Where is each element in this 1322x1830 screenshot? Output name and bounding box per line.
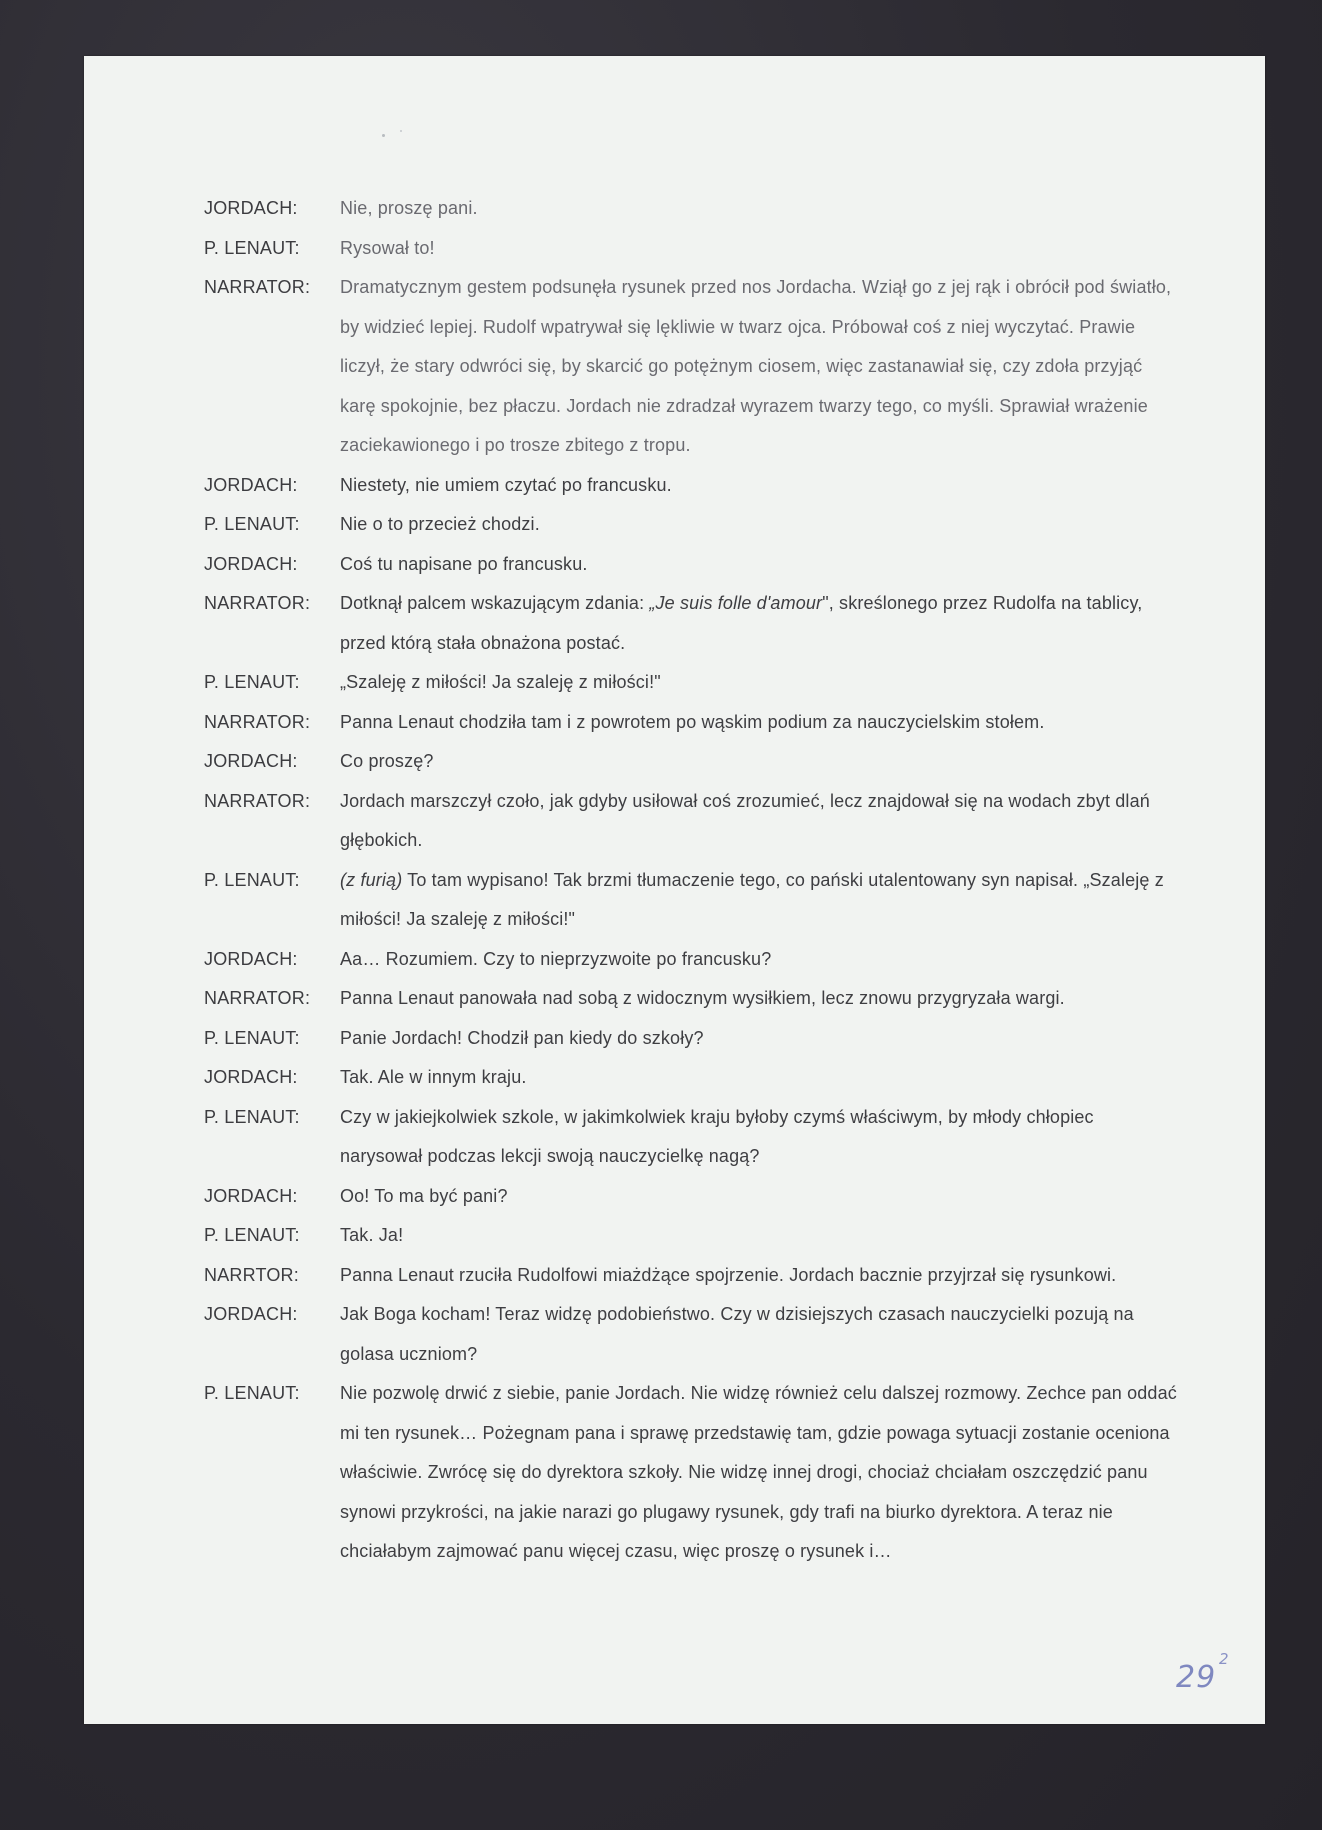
dialogue-text: Coś tu napisane po francusku. (340, 553, 588, 574)
dialogue-entry (204, 505, 1264, 545)
page-number: 29 (1176, 1660, 1217, 1695)
dialogue-entry (204, 861, 1264, 940)
stage-direction: (z furią) (340, 869, 403, 890)
speaker-label: P. LENAUT: (204, 237, 300, 258)
narration-text: Panna Lenaut rzuciła Rudolfowi miażdżące spojrzenie. Jordach bacznie przyjrzał się rysunkowi. (340, 1264, 1117, 1285)
dialogue-text: Czy w jakiejkolwiek szkole, w jakimkolwiek kraju byłoby czymś właściwym, by młody chłopiec narysował podczas lekcji swoją nauczycielkę nagą? (340, 1106, 1094, 1166)
dialogue-text: Nie o to przecież chodzi. (340, 514, 540, 534)
dialogue-entry (204, 940, 1264, 980)
speaker-label: NARRATOR: (204, 790, 311, 811)
page-number-superscript: 2 (1219, 1650, 1229, 1668)
dialogue-entry (204, 1295, 1264, 1374)
dialogue-entry (204, 1058, 1264, 1098)
speaker-label: JORDACH: (204, 553, 298, 574)
scan-speck (382, 134, 385, 137)
dialogue-entry (204, 979, 1264, 1019)
speaker-label: P. LENAUT: (204, 1383, 300, 1403)
dialogue-entry (204, 1256, 1264, 1296)
speaker-label: JORDACH: (204, 198, 298, 218)
speaker-label: P. LENAUT: (204, 869, 300, 890)
dialogue-entry (204, 1019, 1264, 1059)
dialogue-text (340, 861, 1178, 940)
dialogue-entry (204, 268, 1264, 466)
dialogue-text: Tak. Ja! (340, 1225, 404, 1245)
dialogue-text: Niestety, nie umiem czytać po francusku. (340, 474, 672, 495)
dialogue-entry (204, 663, 1264, 703)
dialogue-text: Rysował to! (340, 237, 435, 258)
speaker-label: JORDACH: (204, 1304, 298, 1324)
speaker-label: JORDACH: (204, 1067, 298, 1087)
dialogue-entry (204, 1216, 1264, 1256)
dialogue-text: Panie Jordach! Chodził pan kiedy do szkoły? (340, 1027, 704, 1048)
speaker-label: NARRATOR: (204, 593, 311, 613)
speaker-label: JORDACH: (204, 751, 298, 771)
narration-text (340, 584, 1178, 663)
dialogue-entry (204, 782, 1264, 861)
speaker-label: JORDACH: (204, 474, 298, 495)
dialogue-text: Co proszę? (340, 751, 434, 771)
narration-text-part: Dotknął palcem wskazującym zdania: (340, 593, 650, 613)
scan-speck (400, 130, 402, 132)
dialogue-text-part: To tam wypisano! Tak brzmi tłumaczenie tego, co pański utalentowany syn napisał. „Szaleję z miłości! Ja szaleję z miłości!" (340, 869, 1164, 929)
dialogue-entry (204, 584, 1264, 663)
script-body (204, 189, 1264, 1572)
speaker-label: P. LENAUT: (204, 672, 300, 692)
dialogue-entry (204, 229, 1264, 269)
speaker-label: NARRATOR: (204, 988, 311, 1008)
dialogue-text: Tak. Ale w innym kraju. (340, 1067, 527, 1087)
dialogue-entry (204, 742, 1264, 782)
speaker-label: NARRTOR: (204, 1264, 299, 1285)
speaker-label: JORDACH: (204, 948, 298, 969)
speaker-label: NARRATOR: (204, 711, 311, 732)
speaker-label: P. LENAUT: (204, 1106, 300, 1127)
dialogue-text: Jak Boga kocham! Teraz widzę podobieństwo. Czy w dzisiejszych czasach nauczycielki pozują na golasa uczniom? (340, 1304, 1134, 1364)
narration-text: Dramatycznym gestem podsunęła rysunek przed nos Jordacha. Wziął go z jej rąk i obrócił pod światło, by widzieć lepiej. Rudolf wpatrywał się lękliwie w twarz ojca. Próbował coś z niej wyczytać. Prawie liczył, że stary odwróci się, by skarcić go potężnym ciosem, więc zastanawiał się, czy zdoła przyjąć karę spokojnie, bez płaczu. Jordach nie zdradzał wyrazem twarzy tego, co myśli. Sprawiał wrażenie zaciekawionego i po trosze zbitego z tropu. (340, 277, 1172, 455)
dialogue-entry (204, 703, 1264, 743)
dialogue-entry (204, 1177, 1264, 1217)
narration-text: Jordach marszczył czoło, jak gdyby usiłował coś zrozumieć, lecz znajdował się na wodach zbyt dlań głębokich. (340, 790, 1150, 850)
dialogue-entry (204, 1098, 1264, 1177)
narration-text-part: ", skreślonego przez Rudolfa na tablicy, przed którą stała obnażona postać. (340, 593, 1143, 653)
dialogue-entry (204, 189, 1264, 229)
dialogue-entry (204, 1374, 1264, 1572)
dialogue-text: Nie, proszę pani. (340, 198, 478, 218)
dialogue-entry (204, 545, 1264, 585)
dialogue-text: „Szaleję z miłości! Ja szaleję z miłości!" (340, 672, 661, 692)
speaker-label: NARRATOR: (204, 277, 311, 297)
french-quote: „Je suis folle d'amour (649, 593, 823, 613)
dialogue-entry (204, 466, 1264, 506)
speaker-label: JORDACH: (204, 1185, 298, 1206)
dialogue-text: Aa… Rozumiem. Czy to nieprzyzwoite po francusku? (340, 948, 772, 969)
paper-sheet (84, 56, 1265, 1724)
speaker-label: P. LENAUT: (204, 1027, 300, 1048)
narration-text: Panna Lenaut panowała nad sobą z widocznym wysiłkiem, lecz znowu przygryzała wargi. (340, 988, 1065, 1008)
dialogue-text: Nie pozwolę drwić z siebie, panie Jordach. Nie widzę również celu dalszej rozmowy. Zechce pan oddać mi ten rysunek… Pożegnam pana i sprawę przedstawię tam, gdzie powaga sytuacji zostanie oceniona właściwie. Zwrócę się do dyrektora szkoły. Nie widzę innej drogi, chociaż chciałam oszczędzić panu synowi przykrości, na jakie narazi go plugawy rysunek, gdy trafi na biurko dyrektora. A teraz nie chciałabym zajmować panu więcej czasu, więc proszę o rysunek i… (340, 1383, 1177, 1561)
narration-text: Panna Lenaut chodziła tam i z powrotem po wąskim podium za nauczycielskim stołem. (340, 711, 1045, 732)
speaker-label: P. LENAUT: (204, 514, 300, 534)
dialogue-text: Oo! To ma być pani? (340, 1185, 508, 1206)
speaker-label: P. LENAUT: (204, 1225, 300, 1245)
